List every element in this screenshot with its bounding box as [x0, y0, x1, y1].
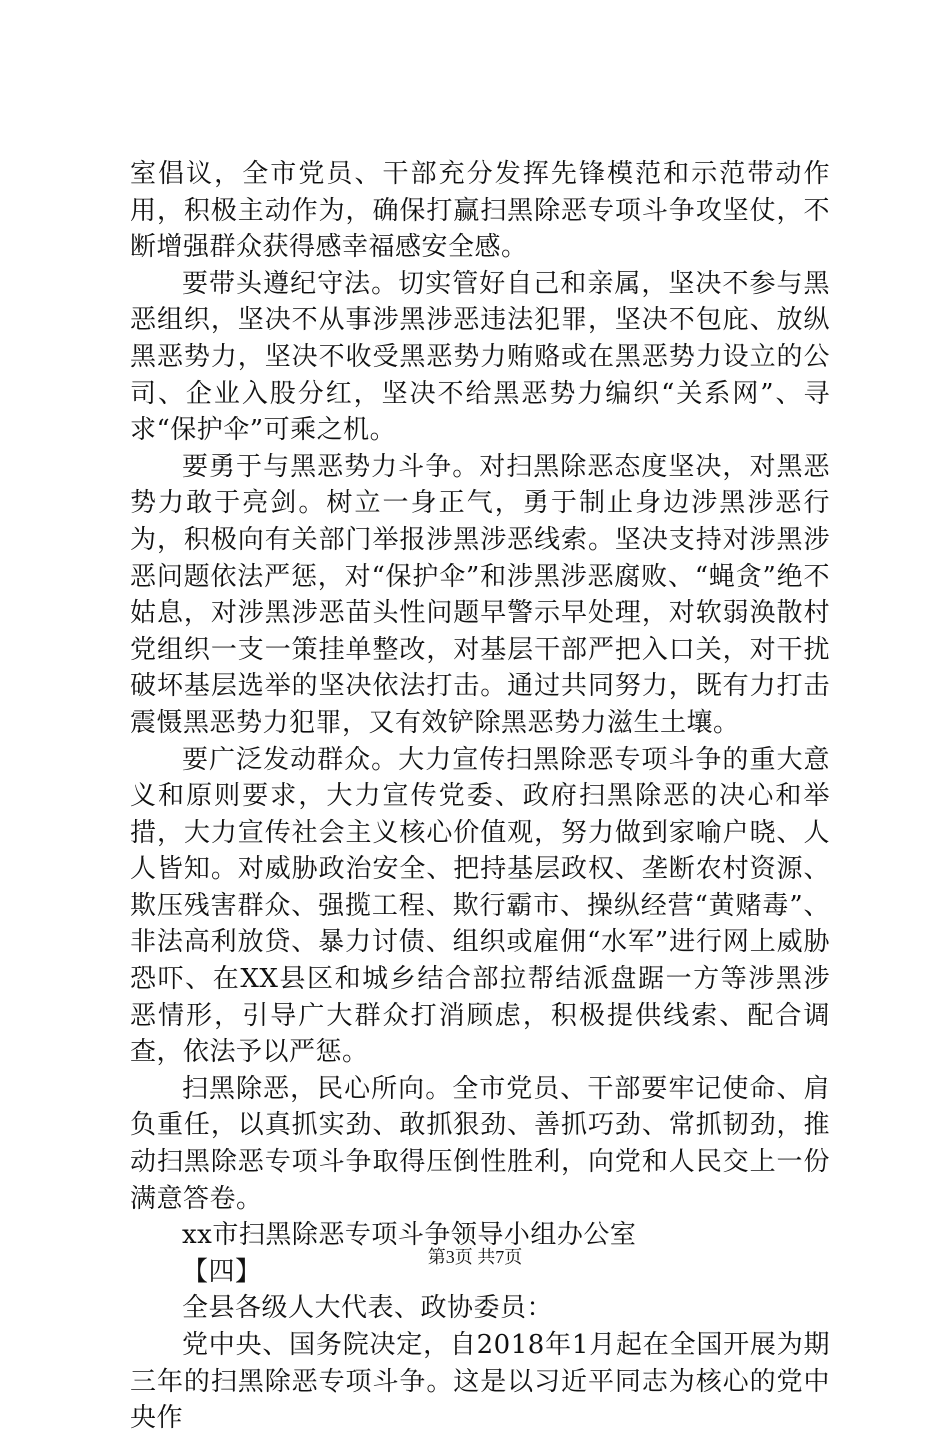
section-marker: 【四】	[182, 1256, 262, 1287]
paragraph-fight-evil: 要勇于与黑恶势力斗争。对扫黑除恶态度坚决，对黑恶势力敢于亮剑。树立一身正气，勇于制止身边涉黑涉恶行为，积极向有关部门举报涉黑涉恶线索。坚决支持对涉黑涉恶问题依法严惩，对“保护伞”和涉黑涉恶腐败、“蝇贪”绝不姑息，对涉黑涉恶苗头性问题早警示早处理，对软弱涣散村党组织一支一策挂单整改，对基层干部严把入口关，对干扰破坏基层选举的坚决依法打击。通过共同努力，既有力打击震慑黑恶势力犯罪，又有效铲除黑恶势力滋生土壤。	[130, 451, 830, 738]
paragraph-opening: 党中央、国务院决定，自2018年1月起在全国开展为期三年的扫黑除恶专项斗争。这是以习近平同志为核心的党中央作	[130, 1330, 830, 1434]
paragraph-mobilize-masses: 要广泛发动群众。大力宣传扫黑除恶专项斗争的重大意义和原则要求，大力宣传党委、政府扫黑除恶的决心和举措，大力宣传社会主义核心价值观，努力做到家喻户晓、人人皆知。对威胁政治安全、把持基层政权、垄断农村资源、欺压残害群众、强揽工程、欺行霸市、操纵经营“黄赌毒”、非法高利放贷、暴力讨债、组织或雇佣“水军”进行网上威胁恐吓、在XX县区和城乡结合部拉帮结派盘踞一方等涉黑涉恶情形，引导广大群众打消顾虑，积极提供线索、配合调查，依法予以严惩。	[130, 744, 830, 1068]
paragraph-obey-law: 要带头遵纪守法。切实管好自己和亲属，坚决不参与黑恶组织，坚决不从事涉黑涉恶违法犯罪，坚决不包庇、放纵黑恶势力，坚决不收受黑恶势力贿赂或在黑恶势力设立的公司、企业入股分红，坚决不给黑恶势力编织“关系网”、寻求“保护伞”可乘之机。	[130, 268, 830, 446]
paragraph-conclusion: 扫黑除恶，民心所向。全市党员、干部要牢记使命、肩负重任，以真抓实劲、敢抓狠劲、善抓巧劲、常抓韧劲，推动扫黑除恶专项斗争取得压倒性胜利，向党和人民交上一份满意答卷。	[130, 1073, 830, 1214]
salutation: 全县各级人大代表、政协委员：	[182, 1293, 554, 1324]
page-number: 第3页 共7页	[427, 1247, 523, 1267]
document-body	[130, 156, 830, 1437]
signature: xx市扫黑除恶专项斗争领导小组办公室	[182, 1220, 637, 1251]
paragraph-continuation: 室倡议，全市党员、干部充分发挥先锋模范和示范带动作用，积极主动作为，确保打赢扫黑除恶专项斗争攻坚仗，不断增强群众获得感幸福感安全感。	[130, 159, 830, 263]
